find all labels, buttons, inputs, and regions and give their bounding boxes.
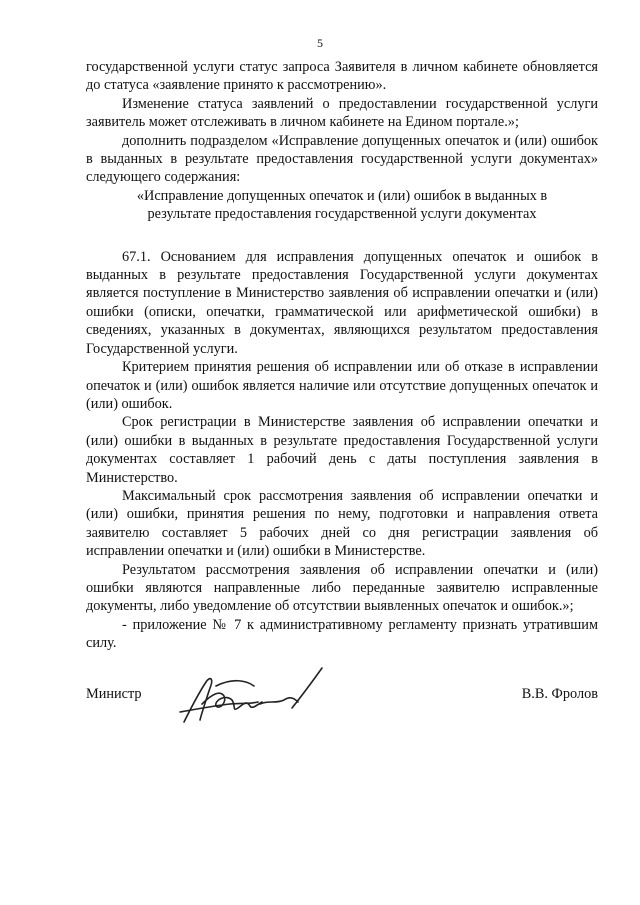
signature-block [86,686,598,726]
paragraph-3: дополнить подразделом «Исправление допущенных опечаток и (или) ошибок в выданных в результате предоставления государственной услуги документах» следующего содержания: [86,132,598,186]
paragraph-2: Изменение статуса заявлений о предоставлении государственной услуги заявитель может отслеживать в личном кабинете на Едином портале.»; [86,95,598,131]
signer-name: В.В. Фролов [521,686,598,702]
paragraph-67-1: 67.1. Основанием для исправления допущенных опечаток и ошибок в выданных в результате предоставления Государственной услуги документах является поступление в Министерство заявления об исправлении опечатки и (или) ошибки (описки, опечатки, грамматической или арифметической ошибки) в сведениях, указанных в документах, являющихся результатом предоставления Государственной услуги. [86,248,598,357]
paragraph-appendix: - приложение № 7 к административному регламенту признать утратившим силу. [86,616,598,652]
page-number: 5 [317,36,323,50]
paragraph-review-term: Максимальный срок рассмотрения заявления об исправлении опечатки и (или) ошибки, принятия решения по нему, подготовки и направления ответа заявителю составляет 5 рабочих дней со дня регистрации заявления об исправлении опечатки и (или) ошибки в Министерстве. [86,487,598,560]
handwritten-signature [172,660,332,732]
section-heading: «Исправление допущенных опечаток и (или) ошибок в выданных в результате предоставления государственной услуги документах [136,187,548,223]
paragraph-1: государственной услуги статус запроса Заявителя в личном кабинете обновляется до статуса «заявление принято к рассмотрению». [86,59,598,94]
paragraph-result: Результатом рассмотрения заявления об исправлении опечатки и (или) ошибки являются направленные либо переданные заявителю исправленные документы, либо уведомление об отсутствии выявленных опечаток и ошибок.»; [86,561,598,615]
paragraph-registration-term: Срок регистрации в Министерстве заявления об исправлении опечатки и (или) ошибки в выданных в результате предоставления Государственной услуги документах составляет 1 рабочий день с даты поступления заявления в Министерство. [86,414,598,486]
document-body [86,58,598,653]
signer-title: Министр [86,686,142,702]
paragraph-criterion: Критерием принятия решения об исправлении или об отказе в исправлении опечаток и (или) ошибок является наличие или отсутствие допущенных опечаток и (или) ошибок. [86,359,598,412]
